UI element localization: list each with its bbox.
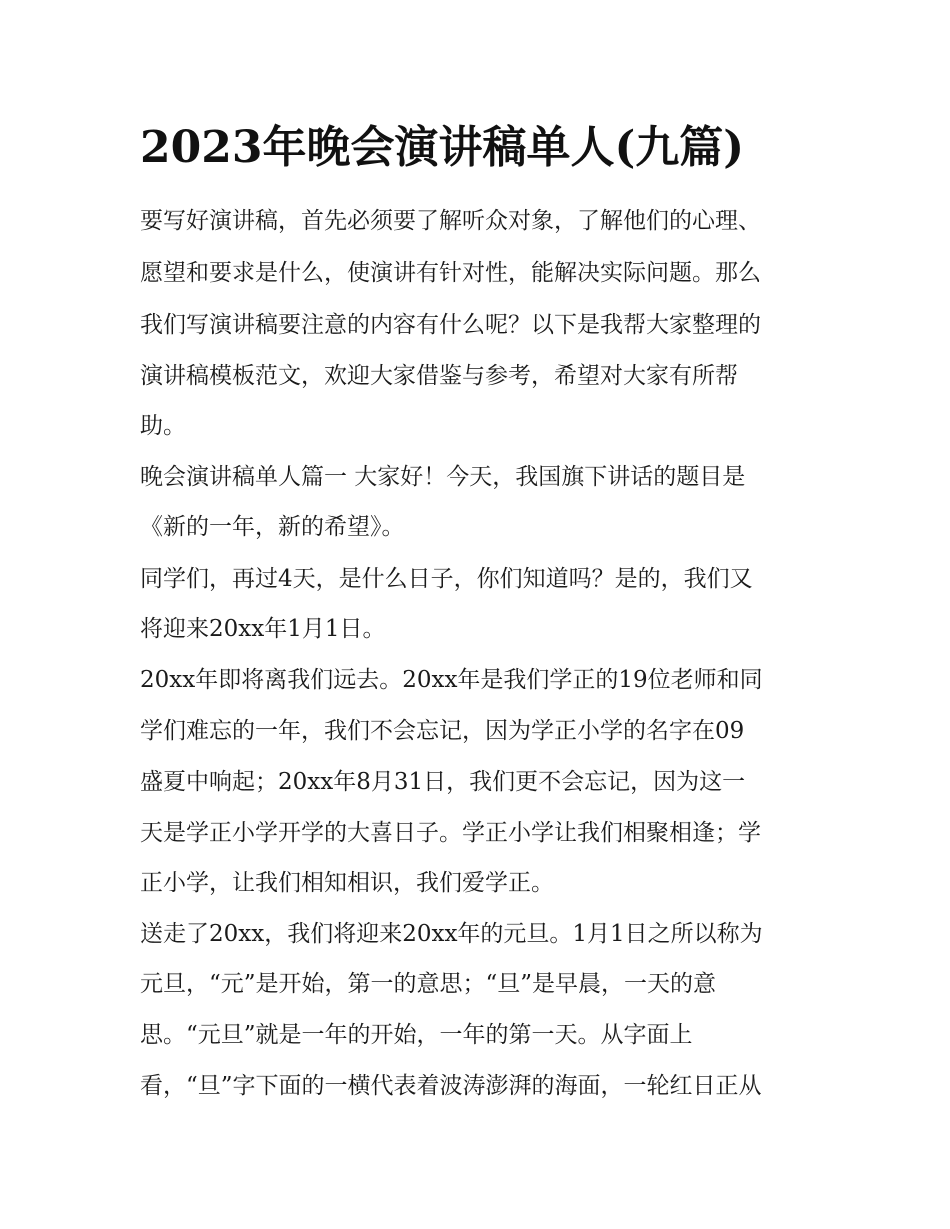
paragraph-line: 20xx年即将离我们远去。20xx年是我们学正的19位老师和同 [140,667,763,693]
paragraph-line: 将迎来20xx年1月1日。 [140,616,386,642]
paragraph-line: 助。 [140,413,186,439]
paragraph-line: 盛夏中响起；20xx年8月31日，我们更不会忘记，因为这一 [140,769,746,795]
paragraph-line: 演讲稿模板范文，欢迎大家借鉴与参考，希望对大家有所帮 [140,363,738,389]
paragraph-line: 我们写演讲稿要注意的内容有什么呢？以下是我帮大家整理的 [140,312,761,338]
paragraph-line: 天是学正小学开学的大喜日子。学正小学让我们相聚相逢；学 [140,820,761,846]
paragraph-line: 同学们，再过4天，是什么日子，你们知道吗？是的，我们又 [140,566,753,592]
paragraph-line: 元旦，“元”是开始，第一的意思；“旦”是早晨，一天的意 [140,971,717,997]
paragraph-line: 《新的一年，新的希望》。 [140,514,405,540]
paragraph-line: 思。“元旦”就是一年的开始，一年的第一天。从字面上 [140,1022,693,1048]
paragraph-line: 要写好演讲稿，首先必须要了解听众对象，了解他们的心理、 [140,208,761,234]
paragraph-line: 晚会演讲稿单人篇一 大家好！今天，我国旗下讲话的题目是 [140,464,746,490]
paragraph-line: 学们难忘的一年，我们不会忘记，因为学正小学的名字在09 [140,718,745,744]
paragraph-line: 送走了20xx，我们将迎来20xx年的元旦。1月1日之所以称为 [140,921,763,947]
paragraph-line: 愿望和要求是什么，使演讲有针对性，能解决实际问题。那么 [140,260,761,286]
paragraph-line: 看，“旦”字下面的一横代表着波涛澎湃的海面，一轮红日正从 [140,1073,762,1099]
document-title: 2023年晚会演讲稿单人(九篇) [140,122,745,173]
paragraph-line: 正小学，让我们相知相识，我们爱学正。 [140,870,554,896]
